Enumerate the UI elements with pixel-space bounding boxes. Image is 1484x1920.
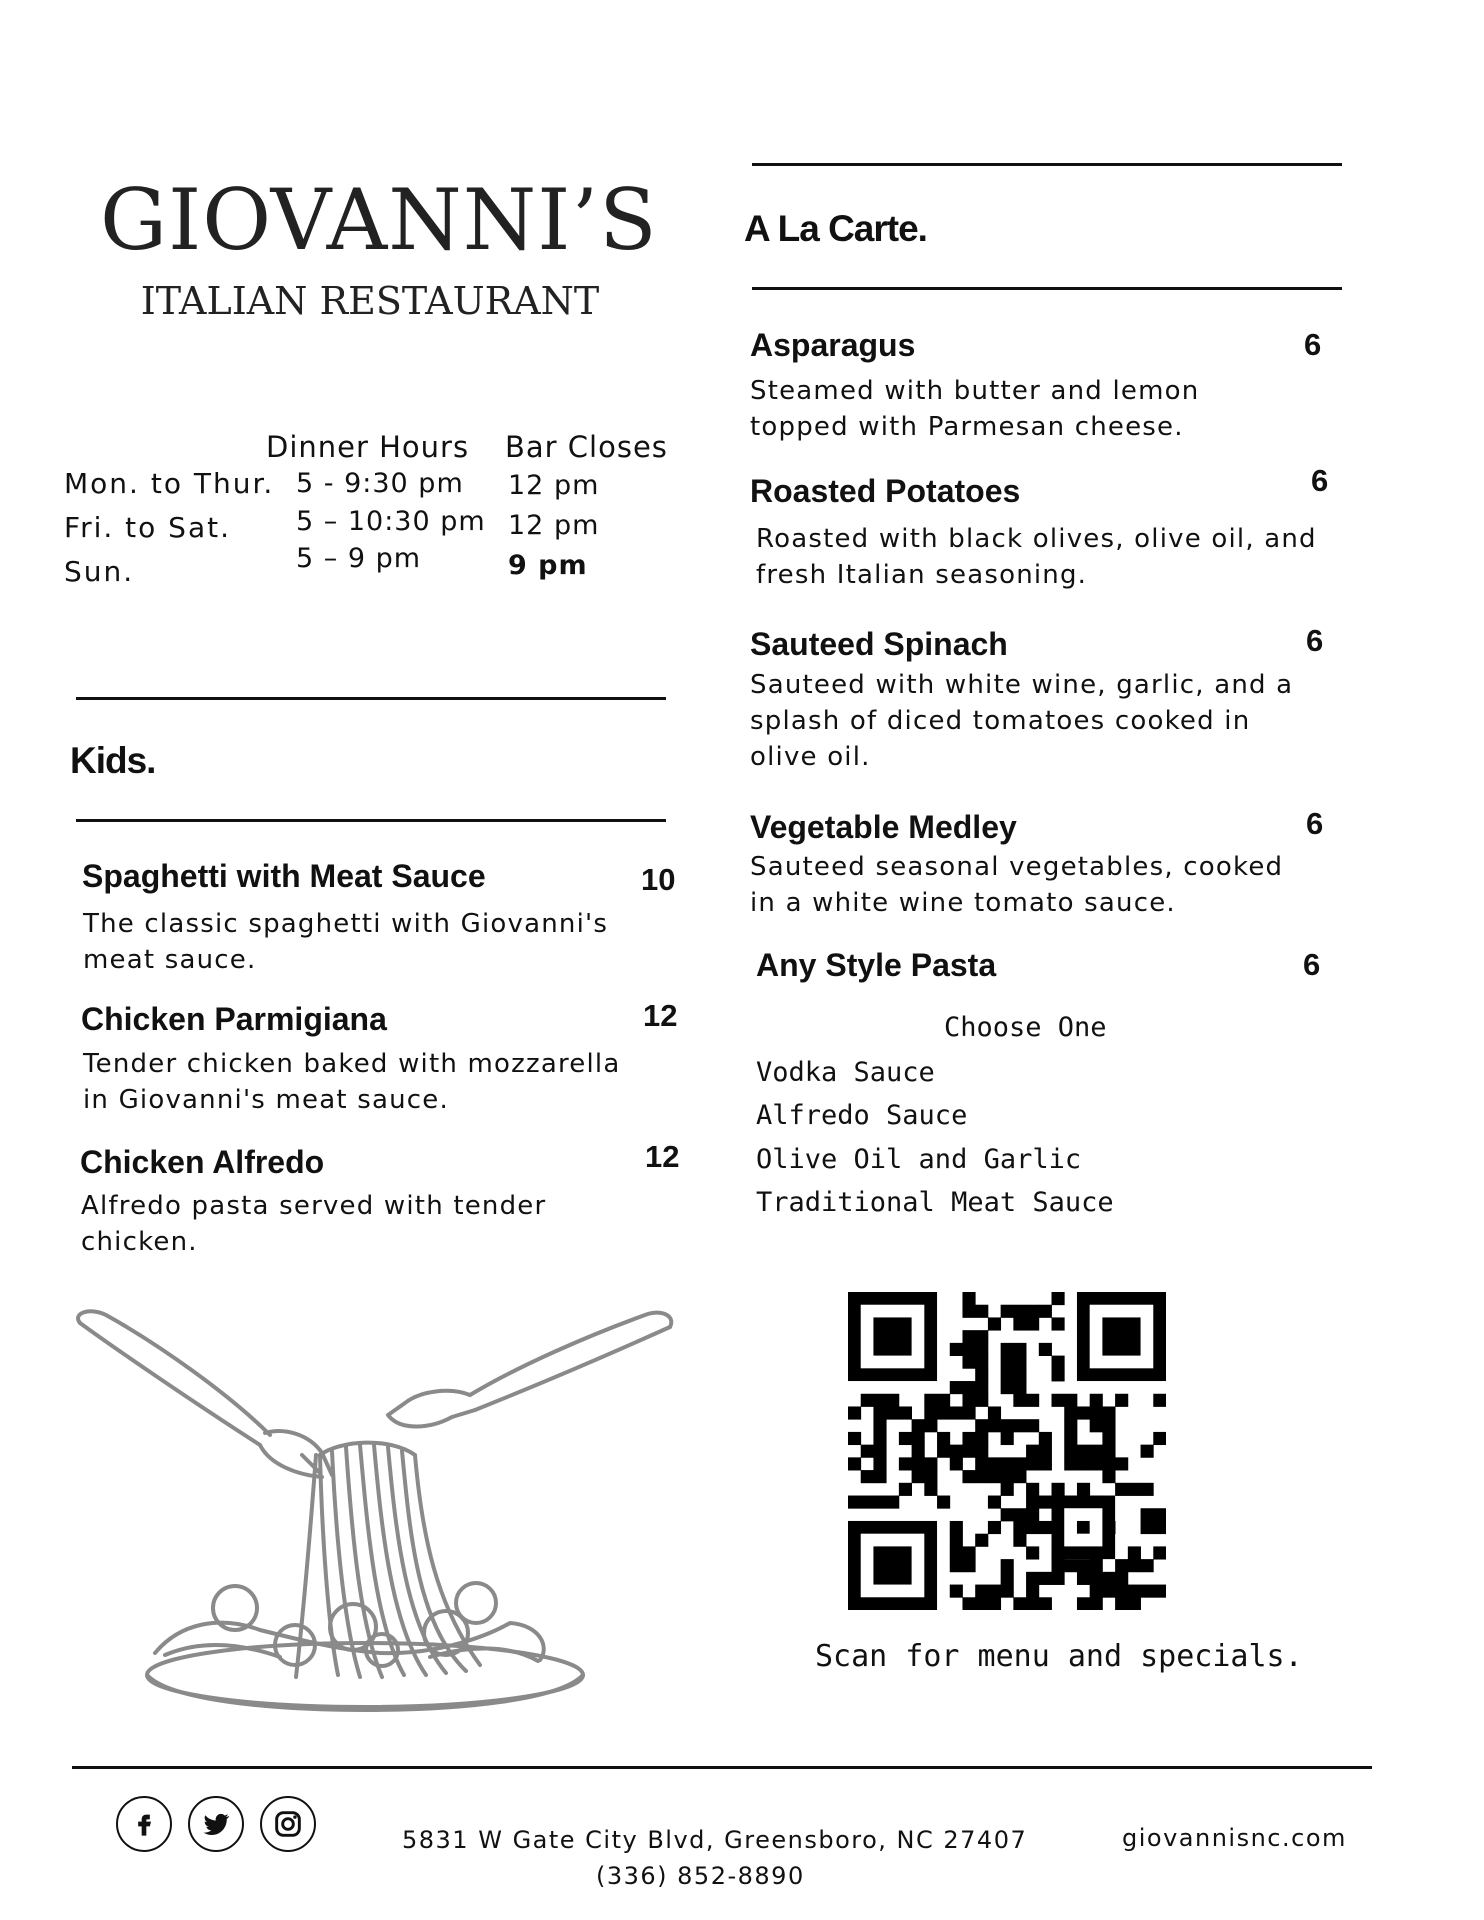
qr-module — [899, 1432, 912, 1445]
qr-module — [1001, 1432, 1014, 1445]
hours-day: Fri. to Sat. — [64, 511, 231, 544]
qr-module — [924, 1470, 937, 1483]
qr-module — [1115, 1457, 1128, 1470]
qr-module — [1153, 1508, 1166, 1521]
qr-module — [1026, 1597, 1039, 1610]
qr-module — [950, 1559, 963, 1572]
alacarte-section-title: A La Carte. — [744, 208, 927, 249]
qr-module — [1115, 1585, 1128, 1598]
qr-module — [988, 1496, 1001, 1509]
qr-module — [1013, 1470, 1026, 1483]
qr-module — [988, 1419, 1001, 1432]
qr-module — [950, 1343, 963, 1356]
qr-module — [1001, 1572, 1014, 1585]
qr-module — [975, 1534, 988, 1547]
qr-module — [1026, 1305, 1039, 1318]
item-price: 6 — [1306, 806, 1324, 841]
qr-module — [1039, 1521, 1052, 1534]
pasta-option: Olive Oil and Garlic — [756, 1144, 1082, 1175]
qr-module — [1026, 1457, 1039, 1470]
item-price: 6 — [1306, 623, 1324, 658]
item-price: 12 — [643, 998, 678, 1033]
qr-module — [912, 1419, 925, 1432]
qr-module — [861, 1445, 874, 1458]
qr-module — [1052, 1368, 1065, 1381]
qr-module — [1001, 1457, 1014, 1470]
qr-module — [1115, 1394, 1128, 1407]
facebook-icon[interactable] — [116, 1796, 172, 1852]
qr-module — [988, 1521, 1001, 1534]
qr-module — [1039, 1496, 1052, 1509]
item-name: Chicken Parmigiana — [81, 1001, 387, 1037]
qr-module — [1064, 1445, 1077, 1458]
qr-module — [1001, 1508, 1014, 1521]
qr-module — [1128, 1559, 1141, 1572]
qr-module — [1153, 1585, 1166, 1598]
qr-module — [1090, 1597, 1103, 1610]
qr-module — [988, 1317, 1001, 1330]
qr-module — [1026, 1394, 1039, 1407]
qr-module — [1052, 1483, 1065, 1496]
qr-module — [950, 1406, 963, 1419]
qr-module — [912, 1432, 925, 1445]
qr-module — [975, 1381, 988, 1394]
qr-module — [1077, 1597, 1090, 1610]
qr-module — [950, 1445, 963, 1458]
qr-caption: Scan for menu and specials. — [815, 1639, 1303, 1674]
divider — [76, 819, 666, 822]
qr-module — [1102, 1470, 1115, 1483]
qr-module — [950, 1585, 963, 1598]
qr-module — [1077, 1406, 1090, 1419]
qr-module — [873, 1394, 886, 1407]
qr-module — [962, 1330, 975, 1343]
qr-module — [1102, 1445, 1115, 1458]
qr-module — [1001, 1419, 1014, 1432]
qr-module — [848, 1496, 861, 1509]
divider — [76, 697, 666, 700]
qr-module — [950, 1457, 963, 1470]
qr-module — [962, 1343, 975, 1356]
qr-module — [962, 1559, 975, 1572]
qr-module — [1141, 1559, 1154, 1572]
qr-module — [873, 1419, 886, 1432]
qr-module — [912, 1445, 925, 1458]
hours-dinner: 5 – 10:30 pm — [296, 506, 486, 537]
item-price: 10 — [641, 862, 676, 897]
item-price: 6 — [1311, 463, 1329, 498]
qr-module — [1102, 1419, 1115, 1432]
qr-module — [1013, 1381, 1026, 1394]
qr-module — [975, 1457, 988, 1470]
qr-module — [861, 1496, 874, 1509]
qr-module — [1153, 1521, 1166, 1534]
qr-module — [950, 1381, 963, 1394]
qr-module — [1090, 1406, 1103, 1419]
qr-module — [950, 1546, 963, 1559]
qr-module — [1102, 1572, 1115, 1585]
qr-module — [1013, 1356, 1026, 1369]
qr-module — [975, 1445, 988, 1458]
qr-module — [1115, 1572, 1128, 1585]
qr-module — [1115, 1483, 1128, 1496]
qr-module — [873, 1470, 886, 1483]
qr-module — [1153, 1432, 1166, 1445]
qr-module — [1090, 1457, 1103, 1470]
qr-module — [975, 1585, 988, 1598]
spaghetti-illustration — [70, 1305, 680, 1715]
qr-module — [924, 1483, 937, 1496]
qr-module — [1001, 1305, 1014, 1318]
footer-website[interactable]: giovannisnc.com — [1122, 1824, 1347, 1852]
qr-module — [975, 1394, 988, 1407]
restaurant-subtitle: ITALIAN RESTAURANT — [140, 279, 600, 323]
dinner-hours-header: Dinner Hours — [266, 430, 470, 464]
qr-module — [1013, 1419, 1026, 1432]
qr-module — [886, 1394, 899, 1407]
qr-module — [1013, 1457, 1026, 1470]
item-description: Roasted with black olives, olive oil, and fresh Italian seasoning. — [756, 524, 1317, 590]
qr-module — [937, 1496, 950, 1509]
qr-module — [924, 1457, 937, 1470]
qr-module — [912, 1470, 925, 1483]
qr-module — [1090, 1419, 1103, 1432]
qr-module — [1013, 1305, 1026, 1318]
qr-module — [962, 1305, 975, 1318]
qr-module — [962, 1546, 975, 1559]
qr-module — [1039, 1597, 1052, 1610]
qr-module — [861, 1394, 874, 1407]
qr-module — [1090, 1559, 1103, 1572]
qr-module — [950, 1521, 963, 1534]
twitter-icon[interactable] — [188, 1796, 244, 1852]
qr-module — [1090, 1394, 1103, 1407]
qr-module — [1077, 1559, 1090, 1572]
qr-module — [1013, 1534, 1026, 1547]
qr-module — [962, 1381, 975, 1394]
qr-module — [1128, 1597, 1141, 1610]
item-name: Any Style Pasta — [756, 947, 997, 983]
item-name: Spaghetti with Meat Sauce — [82, 858, 486, 894]
item-price: 6 — [1303, 947, 1321, 982]
qr-module — [1153, 1546, 1166, 1559]
qr-module — [1064, 1432, 1077, 1445]
qr-module — [975, 1330, 988, 1343]
qr-module — [1013, 1508, 1026, 1521]
item-name: Sauteed Spinach — [750, 626, 1008, 662]
qr-module — [937, 1445, 950, 1458]
qr-module — [873, 1457, 886, 1470]
qr-module — [1090, 1572, 1103, 1585]
qr-module — [988, 1597, 1001, 1610]
qr-module — [1026, 1508, 1039, 1521]
qr-module — [962, 1292, 975, 1305]
hours-day: Sun. — [64, 555, 135, 588]
footer-address: 5831 W Gate City Blvd, Greensboro, NC 27407 — [402, 1826, 1028, 1854]
item-name: Chicken Alfredo — [80, 1144, 325, 1180]
item-name: Asparagus — [750, 327, 916, 363]
item-price: 6 — [1304, 327, 1322, 362]
qr-module — [1077, 1572, 1090, 1585]
qr-module — [1039, 1343, 1052, 1356]
qr-module — [1064, 1457, 1077, 1470]
item-name: Roasted Potatoes — [750, 473, 1021, 509]
qr-module — [1026, 1546, 1039, 1559]
qr-module — [1077, 1483, 1090, 1496]
qr-module — [1052, 1356, 1065, 1369]
qr-module — [1102, 1585, 1115, 1598]
choose-one-label: Choose One — [944, 1012, 1107, 1043]
qr-module — [988, 1470, 1001, 1483]
qr-module — [1090, 1585, 1103, 1598]
qr-module — [1115, 1559, 1128, 1572]
qr-module — [1013, 1343, 1026, 1356]
qr-module — [1141, 1483, 1154, 1496]
qr-module — [1039, 1305, 1052, 1318]
qr-module — [848, 1406, 861, 1419]
qr-module — [924, 1419, 937, 1432]
qr-module — [1141, 1445, 1154, 1458]
footer-divider — [72, 1766, 1372, 1769]
qr-module — [1128, 1585, 1141, 1598]
qr-module — [962, 1597, 975, 1610]
item-description: The classic spaghetti with Giovanni's meat sauce. — [83, 909, 609, 975]
qr-module — [848, 1432, 861, 1445]
qr-module — [1052, 1394, 1065, 1407]
qr-module — [975, 1305, 988, 1318]
qr-module — [975, 1597, 988, 1610]
qr-module — [1013, 1394, 1026, 1407]
qr-module — [1026, 1317, 1039, 1330]
hours-bar: 9 pm — [508, 550, 588, 581]
qr-module — [937, 1394, 950, 1407]
hours-bar: 12 pm — [508, 470, 600, 501]
qr-module — [988, 1457, 1001, 1470]
qr-module — [1039, 1445, 1052, 1458]
qr-module — [848, 1457, 861, 1470]
item-description: Sauteed seasonal vegetables, cooked in a white wine tomato sauce. — [750, 852, 1284, 918]
item-description: Steamed with butter and lemon topped with Parmesan cheese. — [750, 376, 1200, 442]
qr-module — [1039, 1572, 1052, 1585]
footer-phone[interactable]: (336) 852-8890 — [596, 1862, 805, 1890]
qr-module — [962, 1445, 975, 1458]
qr-module — [1001, 1368, 1014, 1381]
qr-module — [873, 1406, 886, 1419]
qr-module — [975, 1356, 988, 1369]
pasta-option: Alfredo Sauce — [756, 1100, 968, 1131]
qr-module — [1102, 1432, 1115, 1445]
qr-module — [1052, 1317, 1065, 1330]
qr-module — [1077, 1445, 1090, 1458]
qr-module — [1064, 1419, 1077, 1432]
instagram-icon[interactable] — [260, 1796, 316, 1852]
qr-module — [1128, 1546, 1141, 1559]
qr-module — [912, 1457, 925, 1470]
qr-module — [873, 1445, 886, 1458]
item-name: Vegetable Medley — [750, 809, 1017, 845]
qr-module — [962, 1394, 975, 1407]
qr-module — [975, 1432, 988, 1445]
hours-day: Mon. to Thur. — [64, 467, 275, 500]
item-description: Tender chicken baked with mozzarella in Giovanni's meat sauce. — [83, 1049, 621, 1115]
qr-module — [886, 1496, 899, 1509]
qr-module — [886, 1406, 899, 1419]
qr-module — [1141, 1521, 1154, 1534]
item-description: Alfredo pasta served with tender chicken. — [81, 1191, 547, 1257]
qr-module — [1039, 1432, 1052, 1445]
qr-code[interactable] — [848, 1292, 1166, 1610]
qr-module — [950, 1534, 963, 1547]
qr-module — [1001, 1559, 1014, 1572]
qr-module — [924, 1394, 937, 1407]
hours-bar: 12 pm — [508, 510, 600, 541]
qr-module — [873, 1496, 886, 1509]
qr-module — [1026, 1496, 1039, 1509]
qr-module — [1141, 1508, 1154, 1521]
bar-closes-header: Bar Closes — [505, 430, 668, 464]
qr-module — [1026, 1585, 1039, 1598]
qr-module — [962, 1470, 975, 1483]
kids-section-title: Kids. — [70, 740, 156, 781]
qr-module — [1090, 1445, 1103, 1458]
qr-module — [937, 1406, 950, 1419]
qr-module — [899, 1457, 912, 1470]
qr-module — [899, 1406, 912, 1419]
qr-module — [1026, 1419, 1039, 1432]
qr-module — [1001, 1381, 1014, 1394]
qr-module — [937, 1432, 950, 1445]
qr-module — [1001, 1585, 1014, 1598]
qr-module — [1077, 1457, 1090, 1470]
qr-module — [1039, 1457, 1052, 1470]
qr-module — [1064, 1394, 1077, 1407]
qr-module — [975, 1419, 988, 1432]
qr-module — [1026, 1521, 1039, 1534]
qr-module — [962, 1432, 975, 1445]
qr-module — [1115, 1597, 1128, 1610]
qr-module — [1013, 1368, 1026, 1381]
qr-module — [1001, 1356, 1014, 1369]
qr-module — [1064, 1559, 1077, 1572]
pasta-option: Traditional Meat Sauce — [756, 1187, 1114, 1218]
qr-module — [1001, 1470, 1014, 1483]
qr-module — [962, 1406, 975, 1419]
qr-module — [1064, 1406, 1077, 1419]
qr-module — [975, 1368, 988, 1381]
qr-module — [1128, 1483, 1141, 1496]
qr-module — [1013, 1521, 1026, 1534]
qr-module — [1001, 1343, 1014, 1356]
qr-module — [975, 1470, 988, 1483]
qr-module — [988, 1406, 1001, 1419]
qr-module — [899, 1483, 912, 1496]
qr-module — [873, 1432, 886, 1445]
qr-module — [975, 1343, 988, 1356]
qr-module — [988, 1585, 1001, 1598]
hours-dinner: 5 – 9 pm — [296, 543, 422, 574]
qr-module — [1013, 1317, 1026, 1330]
qr-module — [861, 1470, 874, 1483]
hours-dinner: 5 - 9:30 pm — [296, 468, 464, 499]
qr-module — [924, 1406, 937, 1419]
qr-module — [962, 1356, 975, 1369]
qr-module — [1026, 1572, 1039, 1585]
divider — [752, 163, 1342, 166]
qr-module — [1013, 1597, 1026, 1610]
qr-module — [1052, 1572, 1065, 1585]
item-price: 12 — [645, 1139, 680, 1174]
qr-module — [1102, 1457, 1115, 1470]
qr-module — [1026, 1445, 1039, 1458]
restaurant-name: GIOVANNI’S — [100, 171, 658, 269]
qr-module — [1153, 1394, 1166, 1407]
qr-module — [1001, 1483, 1014, 1496]
qr-module — [1052, 1559, 1065, 1572]
qr-module — [1141, 1585, 1154, 1598]
qr-module — [1102, 1406, 1115, 1419]
pasta-option: Vodka Sauce — [756, 1057, 935, 1088]
item-description: Sauteed with white wine, garlic, and a splash of diced tomatoes cooked in olive oil. — [750, 670, 1294, 772]
qr-module — [1052, 1292, 1065, 1305]
qr-module — [1026, 1483, 1039, 1496]
divider — [752, 287, 1342, 290]
